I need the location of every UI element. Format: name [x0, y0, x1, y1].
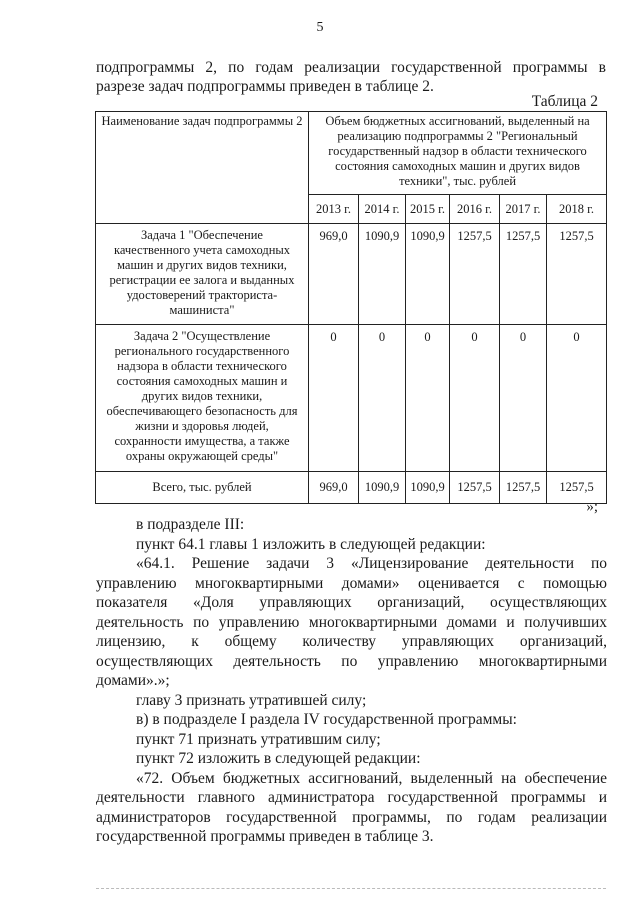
- table-cell-value: 969,0: [309, 224, 359, 325]
- paragraph: пункт 64.1 главы 1 изложить в следующей редакции:: [136, 535, 486, 553]
- year-header: 2018 г.: [547, 195, 607, 224]
- table-cell-value: 1090,9: [359, 472, 406, 504]
- intro-paragraph: подпрограммы 2, по годам реализации государственной программы в разрезе задач подпрограммы приведен в таблице 2.: [96, 59, 606, 95]
- paragraph: главу 3 признать утратившей силу;: [136, 691, 367, 709]
- paragraph: «64.1. Решение задачи 3 «Лицензирование деятельности по управлению многоквартирными домами» оценивается с помощью показателя «Доля управляющих организаций, осуществляющих деятельность по управлению многоквартирными домами и получивших лицензию, к общему количеству управляющих организаций, осуществляющих деятельность по управлению многоквартирными домами».»;: [96, 555, 607, 689]
- year-header: 2013 г.: [309, 195, 359, 224]
- table-row-task-2: [96, 325, 607, 472]
- year-header: 2017 г.: [500, 195, 547, 224]
- task-name: Задача 2 "Осуществление регионального государственного надзора в области технического состояния самоходных машин и других видов техники, обеспечивающего безопасность для жизни и здоровья людей, сохранности имущества, а также охраны окружающей среды": [96, 325, 309, 472]
- budget-table: [95, 111, 607, 504]
- table-cell-value: 1257,5: [547, 472, 607, 504]
- header-task-name: Наименование задач подпрограммы 2: [96, 112, 309, 224]
- year-header: 2016 г.: [450, 195, 500, 224]
- table-cell-value: 969,0: [309, 472, 359, 504]
- table-cell-value: 1090,9: [406, 224, 450, 325]
- table-cell-value: 0: [500, 325, 547, 472]
- table-cell-value: 1257,5: [450, 224, 500, 325]
- table-cell-value: 0: [450, 325, 500, 472]
- paragraph: «72. Объем бюджетных ассигнований, выделенный на обеспечение деятельности главного администратора государственной программы и администраторов государственной программы, по годам реализации государственной программы приведен в таблице 3.: [96, 769, 607, 845]
- table-cell-value: 1090,9: [406, 472, 450, 504]
- paragraph: пункт 71 признать утратившим силу;: [136, 730, 381, 748]
- table-cell-value: 0: [359, 325, 406, 472]
- table-cell-value: 1090,9: [359, 224, 406, 325]
- year-header: 2015 г.: [406, 195, 450, 224]
- year-header: 2014 г.: [359, 195, 406, 224]
- page-number: 5: [316, 20, 324, 35]
- header-allocation: Объем бюджетных ассигнований, выделенный на реализацию подпрограммы 2 "Региональный государственный надзор в области технического состояния самоходных машин и других видов техники", тыс. рублей: [309, 112, 607, 195]
- table-header-row: [96, 112, 607, 195]
- table-cell-value: 1257,5: [450, 472, 500, 504]
- table-cell-value: 1257,5: [547, 224, 607, 325]
- paragraph: в подразделе III:: [136, 516, 245, 533]
- table-caption: Таблица 2: [531, 93, 598, 110]
- paragraph: пункт 72 изложить в следующей редакции:: [136, 750, 421, 767]
- table-row-total: [96, 472, 607, 504]
- table-row-task-1: [96, 224, 607, 325]
- paragraph: в) в подразделе I раздела IV государственной программы:: [136, 711, 517, 728]
- table-cell-value: 0: [309, 325, 359, 472]
- task-name: Задача 1 "Обеспечение качественного учета самоходных машин и других видов техники, регистрации ее залога и выданных удостоверений тракториста-машиниста": [96, 224, 309, 325]
- table-cell-value: 1257,5: [500, 472, 547, 504]
- bottom-rule: [96, 888, 606, 889]
- body-text: [96, 515, 607, 847]
- table-cell-value: 1257,5: [500, 224, 547, 325]
- table-cell-value: 0: [547, 325, 607, 472]
- total-label: Всего, тыс. рублей: [96, 472, 309, 504]
- table-cell-value: 0: [406, 325, 450, 472]
- closing-quote-mark: »;: [586, 499, 598, 515]
